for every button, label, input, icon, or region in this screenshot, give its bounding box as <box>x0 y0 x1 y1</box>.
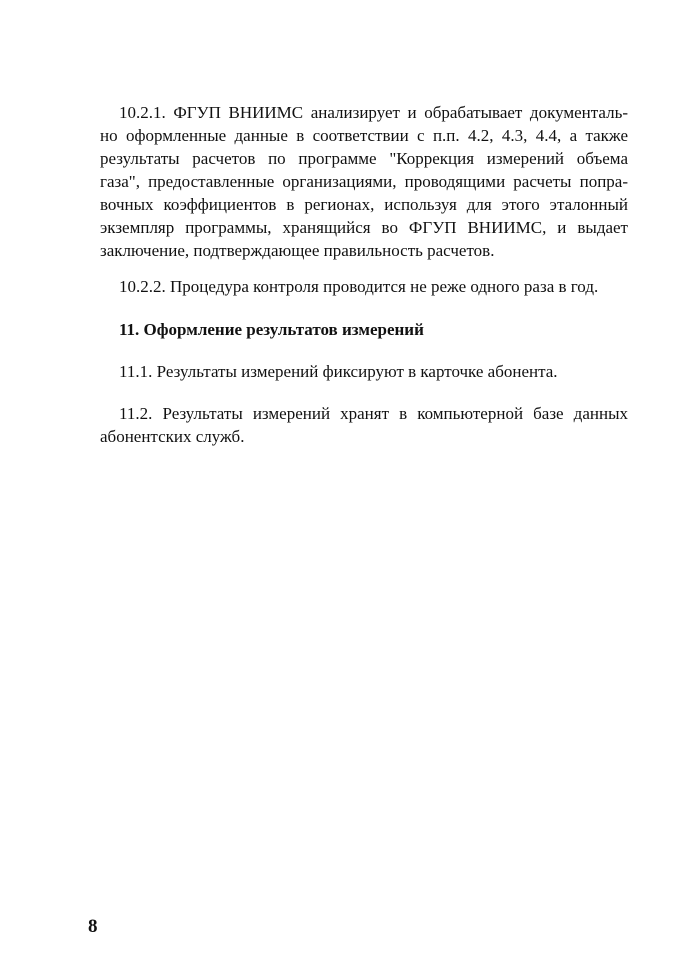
paragraph-line: 10.2.2. Процедура контроля проводится не реже одного раза в год. <box>119 277 599 296</box>
paragraph-10-2-1 <box>100 101 628 262</box>
page-number: 8 <box>88 916 98 937</box>
paragraph-line: результаты расчетов по программе "Коррекция измерений объема <box>100 149 628 168</box>
paragraph-line: 11.1. Результаты измерений фиксируют в карточке абонента. <box>119 362 558 381</box>
paragraph-11-1 <box>100 360 628 383</box>
paragraph-line: газа", предоставленные организациями, проводящими расчеты попра- <box>100 172 628 191</box>
paragraph-line: но оформленные данные в соответствии с п.п. 4.2, 4.3, 4.4, а также <box>100 126 628 145</box>
paragraph-line: заключение, подтверждающее правильность расчетов. <box>100 241 495 260</box>
paragraph-11-2 <box>100 402 628 448</box>
paragraph-line: вочных коэффициентов в регионах, используя для этого эталонный <box>100 195 628 214</box>
paragraph-line: 10.2.1. ФГУП ВНИИМС анализирует и обрабатывает документаль- <box>119 103 628 122</box>
paragraph-10-2-2 <box>100 275 628 298</box>
paragraph-line: абонентских служб. <box>100 427 245 446</box>
section-heading-11: 11. Оформление результатов измерений <box>119 320 424 339</box>
paragraph-line: экземпляр программы, хранящийся во ФГУП ВНИИМС, и выдает <box>100 218 628 237</box>
paragraph-line: 11.2. Результаты измерений хранят в компьютерной базе данных <box>119 404 628 423</box>
